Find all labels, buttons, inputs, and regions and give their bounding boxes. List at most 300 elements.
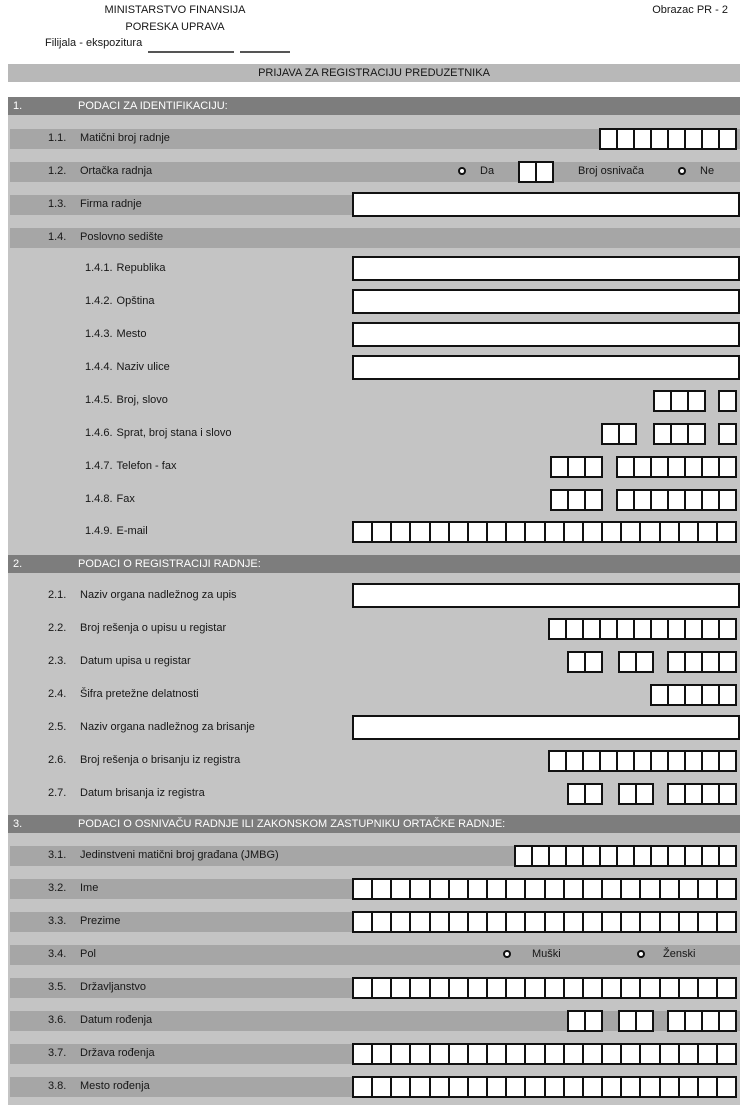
- char-box[interactable]: [552, 458, 567, 476]
- mesto-rodjenja-boxes[interactable]: [352, 1076, 737, 1098]
- char-box[interactable]: [716, 1045, 735, 1063]
- char-box[interactable]: [467, 1078, 486, 1096]
- fax-pozivni-boxes[interactable]: [550, 489, 603, 511]
- row-3-2: [0, 878, 750, 900]
- char-box[interactable]: [633, 130, 650, 148]
- char-box[interactable]: [639, 1045, 658, 1063]
- char-box[interactable]: [618, 425, 635, 443]
- char-box[interactable]: [584, 653, 601, 671]
- ortacka-radnja-da-radio[interactable]: [458, 167, 466, 175]
- drzavljanstvo-boxes[interactable]: [352, 977, 737, 999]
- char-box[interactable]: [371, 523, 390, 541]
- char-box[interactable]: [718, 620, 735, 638]
- char-box[interactable]: [486, 1078, 505, 1096]
- char-box[interactable]: [697, 979, 716, 997]
- char-box[interactable]: [678, 1078, 697, 1096]
- char-box[interactable]: [544, 880, 563, 898]
- char-box[interactable]: [448, 523, 467, 541]
- char-box[interactable]: [582, 979, 601, 997]
- char-box[interactable]: [582, 1078, 601, 1096]
- char-box[interactable]: [584, 458, 601, 476]
- char-box[interactable]: [409, 979, 428, 997]
- char-box[interactable]: [618, 458, 633, 476]
- char-box[interactable]: [409, 880, 428, 898]
- char-box[interactable]: [639, 913, 658, 931]
- char-box[interactable]: [620, 913, 639, 931]
- char-box[interactable]: [701, 686, 718, 704]
- char-box[interactable]: [544, 523, 563, 541]
- char-box[interactable]: [582, 620, 599, 638]
- char-box[interactable]: [371, 979, 390, 997]
- char-box[interactable]: [582, 847, 599, 865]
- char-box[interactable]: [550, 752, 565, 770]
- char-box[interactable]: [486, 913, 505, 931]
- row-3-1-number: 3.1.: [48, 849, 67, 861]
- char-box[interactable]: [467, 1045, 486, 1063]
- char-box[interactable]: [548, 847, 565, 865]
- char-box[interactable]: [659, 979, 678, 997]
- char-box[interactable]: [650, 847, 667, 865]
- char-box[interactable]: [697, 1078, 716, 1096]
- maticni-broj-radnje-boxes[interactable]: [599, 128, 737, 150]
- char-box[interactable]: [552, 491, 567, 509]
- char-box[interactable]: [635, 653, 652, 671]
- char-box[interactable]: [448, 1078, 467, 1096]
- char-box[interactable]: [716, 979, 735, 997]
- char-box[interactable]: [563, 913, 582, 931]
- char-box[interactable]: [616, 130, 633, 148]
- char-box[interactable]: [639, 1078, 658, 1096]
- char-box[interactable]: [565, 752, 582, 770]
- char-box[interactable]: [563, 1045, 582, 1063]
- char-box[interactable]: [620, 979, 639, 997]
- char-box[interactable]: [544, 979, 563, 997]
- char-box[interactable]: [599, 752, 616, 770]
- char-box[interactable]: [684, 847, 701, 865]
- sifra-delatnosti-boxes[interactable]: [650, 684, 737, 706]
- char-box[interactable]: [524, 913, 543, 931]
- broj-osnivaca-boxes[interactable]: [518, 161, 554, 183]
- char-box[interactable]: [505, 913, 524, 931]
- char-box[interactable]: [633, 458, 650, 476]
- char-box[interactable]: [650, 491, 667, 509]
- char-box[interactable]: [603, 425, 618, 443]
- char-box[interactable]: [429, 880, 448, 898]
- char-box[interactable]: [390, 979, 409, 997]
- char-box[interactable]: [544, 913, 563, 931]
- char-box[interactable]: [582, 1045, 601, 1063]
- char-box[interactable]: [701, 752, 718, 770]
- char-box[interactable]: [687, 425, 704, 443]
- char-box[interactable]: [650, 752, 667, 770]
- char-box[interactable]: [659, 1045, 678, 1063]
- char-box[interactable]: [354, 880, 371, 898]
- char-box[interactable]: [697, 880, 716, 898]
- char-box[interactable]: [354, 523, 371, 541]
- sprat-boxes[interactable]: [601, 423, 637, 445]
- char-box[interactable]: [567, 458, 584, 476]
- char-box[interactable]: [569, 785, 584, 803]
- prezime-boxes[interactable]: [352, 911, 737, 933]
- char-box[interactable]: [569, 653, 584, 671]
- char-box[interactable]: [601, 130, 616, 148]
- char-box[interactable]: [582, 752, 599, 770]
- char-box[interactable]: [544, 1078, 563, 1096]
- char-box[interactable]: [684, 686, 701, 704]
- char-box[interactable]: [354, 1045, 371, 1063]
- broj-resenja-brisanje-boxes[interactable]: [548, 750, 737, 772]
- row-2-7: [0, 783, 750, 805]
- row-3-4-label: Pol: [80, 948, 96, 960]
- char-box[interactable]: [569, 1012, 584, 1030]
- datum-brisanja-dan-boxes[interactable]: [567, 783, 603, 805]
- char-box[interactable]: [633, 847, 650, 865]
- organ-upisa-input[interactable]: [352, 583, 740, 608]
- naziv-ulice-input[interactable]: [352, 355, 740, 380]
- datum-brisanja-godina-boxes[interactable]: [667, 783, 737, 805]
- char-box[interactable]: [448, 1045, 467, 1063]
- char-box[interactable]: [601, 1045, 620, 1063]
- row-1-4-2-label: 1.4.2. Opština: [85, 295, 155, 307]
- char-box[interactable]: [655, 392, 670, 410]
- char-box[interactable]: [520, 163, 535, 181]
- datum-rodjenja-godina-boxes[interactable]: [667, 1010, 737, 1032]
- char-box[interactable]: [467, 880, 486, 898]
- ortacka-radnja-da-label: Da: [480, 165, 495, 177]
- char-box[interactable]: [684, 785, 701, 803]
- char-box[interactable]: [633, 752, 650, 770]
- char-box[interactable]: [467, 913, 486, 931]
- pol-zenski-radio[interactable]: [637, 950, 645, 958]
- char-box[interactable]: [635, 1012, 652, 1030]
- char-box[interactable]: [390, 523, 409, 541]
- char-box[interactable]: [684, 491, 701, 509]
- datum-brisanja-mesec-boxes[interactable]: [618, 783, 654, 805]
- char-box[interactable]: [429, 913, 448, 931]
- char-box[interactable]: [701, 458, 718, 476]
- char-box[interactable]: [718, 1012, 735, 1030]
- char-box[interactable]: [684, 458, 701, 476]
- datum-upisa-dan-boxes[interactable]: [567, 651, 603, 673]
- char-box[interactable]: [667, 491, 684, 509]
- char-box[interactable]: [601, 913, 620, 931]
- jmbg-boxes[interactable]: [514, 845, 737, 867]
- char-box[interactable]: [601, 1078, 620, 1096]
- char-box[interactable]: [669, 1012, 684, 1030]
- char-box[interactable]: [684, 1012, 701, 1030]
- char-box[interactable]: [524, 880, 543, 898]
- char-box[interactable]: [701, 1012, 718, 1030]
- char-box[interactable]: [516, 847, 531, 865]
- char-box[interactable]: [599, 620, 616, 638]
- char-box[interactable]: [563, 979, 582, 997]
- char-box[interactable]: [567, 491, 584, 509]
- char-box[interactable]: [678, 880, 697, 898]
- row-3-6: [0, 1010, 750, 1032]
- row-1-4-7-label: 1.4.7. Telefon - fax: [85, 460, 177, 472]
- char-box[interactable]: [601, 979, 620, 997]
- char-box[interactable]: [684, 752, 701, 770]
- telefon-broj-boxes[interactable]: [616, 456, 737, 478]
- char-box[interactable]: [620, 523, 639, 541]
- char-box[interactable]: [670, 425, 687, 443]
- telefon-pozivni-boxes[interactable]: [550, 456, 603, 478]
- char-box[interactable]: [486, 523, 505, 541]
- char-box[interactable]: [697, 1045, 716, 1063]
- row-1-3-label: Firma radnje: [80, 198, 142, 210]
- char-box[interactable]: [618, 491, 633, 509]
- drzava-rodjenja-boxes[interactable]: [352, 1043, 737, 1065]
- char-box[interactable]: [582, 523, 601, 541]
- char-box[interactable]: [701, 847, 718, 865]
- char-box[interactable]: [718, 130, 735, 148]
- char-box[interactable]: [718, 686, 735, 704]
- char-box[interactable]: [563, 880, 582, 898]
- char-box[interactable]: [701, 785, 718, 803]
- char-box[interactable]: [616, 752, 633, 770]
- char-box[interactable]: [531, 847, 548, 865]
- row-1-4-5: [0, 390, 750, 412]
- char-box[interactable]: [524, 979, 543, 997]
- char-box[interactable]: [701, 653, 718, 671]
- row-3-4: [0, 944, 750, 966]
- char-box[interactable]: [678, 913, 697, 931]
- char-box[interactable]: [505, 523, 524, 541]
- char-box[interactable]: [582, 880, 601, 898]
- char-box[interactable]: [429, 979, 448, 997]
- char-box[interactable]: [354, 979, 371, 997]
- char-box[interactable]: [678, 979, 697, 997]
- char-box[interactable]: [684, 620, 701, 638]
- char-box[interactable]: [544, 1045, 563, 1063]
- char-box[interactable]: [584, 1012, 601, 1030]
- char-box[interactable]: [505, 880, 524, 898]
- broj-boxes[interactable]: [653, 390, 706, 412]
- char-box[interactable]: [701, 130, 718, 148]
- opstina-input[interactable]: [352, 289, 740, 314]
- char-box[interactable]: [718, 458, 735, 476]
- datum-upisa-godina-boxes[interactable]: [667, 651, 737, 673]
- stan-slovo-box[interactable]: [718, 423, 737, 445]
- row-3-4-band: [10, 945, 740, 965]
- char-box[interactable]: [659, 1078, 678, 1096]
- char-box[interactable]: [354, 1078, 371, 1096]
- char-box[interactable]: [684, 130, 701, 148]
- char-box[interactable]: [505, 1045, 524, 1063]
- char-box[interactable]: [718, 491, 735, 509]
- datum-rodjenja-mesec-boxes[interactable]: [618, 1010, 654, 1032]
- broj-stana-boxes[interactable]: [653, 423, 706, 445]
- row-3-5: [0, 977, 750, 999]
- char-box[interactable]: [667, 752, 684, 770]
- row-3-8-number: 3.8.: [48, 1080, 67, 1092]
- char-box[interactable]: [620, 880, 639, 898]
- char-box[interactable]: [620, 1012, 635, 1030]
- char-box[interactable]: [620, 1078, 639, 1096]
- char-box[interactable]: [652, 686, 667, 704]
- char-box[interactable]: [390, 880, 409, 898]
- char-box[interactable]: [563, 1078, 582, 1096]
- ortacka-radnja-ne-radio[interactable]: [678, 167, 686, 175]
- char-box[interactable]: [659, 523, 678, 541]
- char-box[interactable]: [639, 979, 658, 997]
- mesto-input[interactable]: [352, 322, 740, 347]
- branch-office-blank-line-2[interactable]: [240, 51, 290, 53]
- char-box[interactable]: [667, 458, 684, 476]
- char-box[interactable]: [639, 880, 658, 898]
- char-box[interactable]: [670, 392, 687, 410]
- char-box[interactable]: [429, 1078, 448, 1096]
- row-1-4-3-label: 1.4.3. Mesto: [85, 328, 147, 340]
- char-box[interactable]: [669, 785, 684, 803]
- char-box[interactable]: [669, 653, 684, 671]
- char-box[interactable]: [429, 1045, 448, 1063]
- row-1-4-3: [0, 324, 750, 346]
- char-box[interactable]: [409, 1078, 428, 1096]
- char-box[interactable]: [584, 785, 601, 803]
- char-box[interactable]: [659, 880, 678, 898]
- char-box[interactable]: [429, 523, 448, 541]
- char-box[interactable]: [409, 913, 428, 931]
- char-box[interactable]: [599, 847, 616, 865]
- char-box[interactable]: [633, 491, 650, 509]
- char-box[interactable]: [650, 620, 667, 638]
- char-box[interactable]: [565, 847, 582, 865]
- row-1-4-1: [0, 258, 750, 280]
- char-box[interactable]: [620, 785, 635, 803]
- section-2-header: [8, 555, 740, 573]
- char-box[interactable]: [697, 523, 716, 541]
- char-box[interactable]: [718, 653, 735, 671]
- char-box[interactable]: [524, 1078, 543, 1096]
- char-box[interactable]: [524, 523, 543, 541]
- datum-upisa-mesec-boxes[interactable]: [618, 651, 654, 673]
- row-3-7-number: 3.7.: [48, 1047, 67, 1059]
- char-box[interactable]: [409, 1045, 428, 1063]
- row-3-3-label: Prezime: [80, 915, 121, 927]
- char-box[interactable]: [718, 785, 735, 803]
- char-box[interactable]: [667, 130, 684, 148]
- char-box[interactable]: [716, 1078, 735, 1096]
- char-box[interactable]: [650, 458, 667, 476]
- char-box[interactable]: [667, 686, 684, 704]
- row-1-4-9-label: 1.4.9. E-mail: [85, 525, 148, 537]
- char-box[interactable]: [701, 491, 718, 509]
- char-box[interactable]: [701, 620, 718, 638]
- char-box[interactable]: [486, 979, 505, 997]
- branch-office-blank-line-1[interactable]: [148, 51, 234, 53]
- char-box[interactable]: [655, 425, 670, 443]
- section-1-number: 1.: [13, 100, 23, 112]
- firma-radnje-input[interactable]: [352, 192, 740, 217]
- organ-brisanja-input[interactable]: [352, 715, 740, 740]
- char-box[interactable]: [448, 913, 467, 931]
- email-boxes[interactable]: [352, 521, 737, 543]
- ime-boxes[interactable]: [352, 878, 737, 900]
- char-box[interactable]: [563, 523, 582, 541]
- char-box[interactable]: [620, 653, 635, 671]
- char-box[interactable]: [371, 913, 390, 931]
- char-box[interactable]: [390, 1078, 409, 1096]
- char-box[interactable]: [720, 392, 735, 410]
- ortacka-radnja-ne-label: Ne: [700, 165, 715, 177]
- section-1-title: PODACI ZA IDENTIFIKACIJU:: [78, 100, 228, 112]
- char-box[interactable]: [718, 752, 735, 770]
- char-box[interactable]: [633, 620, 650, 638]
- char-box[interactable]: [716, 523, 735, 541]
- char-box[interactable]: [467, 523, 486, 541]
- fax-broj-boxes[interactable]: [616, 489, 737, 511]
- char-box[interactable]: [650, 130, 667, 148]
- republika-input[interactable]: [352, 256, 740, 281]
- char-box[interactable]: [467, 979, 486, 997]
- char-box[interactable]: [409, 523, 428, 541]
- char-box[interactable]: [620, 1045, 639, 1063]
- char-box[interactable]: [687, 392, 704, 410]
- char-box[interactable]: [684, 653, 701, 671]
- char-box[interactable]: [584, 491, 601, 509]
- row-1-4-label: Poslovno sedište: [80, 231, 164, 243]
- char-box[interactable]: [601, 880, 620, 898]
- char-box[interactable]: [390, 913, 409, 931]
- char-box[interactable]: [550, 620, 565, 638]
- char-box[interactable]: [448, 979, 467, 997]
- char-box[interactable]: [565, 620, 582, 638]
- slovo-box[interactable]: [718, 390, 737, 412]
- char-box[interactable]: [616, 620, 633, 638]
- char-box[interactable]: [486, 1045, 505, 1063]
- char-box[interactable]: [535, 163, 552, 181]
- char-box[interactable]: [697, 913, 716, 931]
- row-2-1-number: 2.1.: [48, 589, 67, 601]
- char-box[interactable]: [616, 847, 633, 865]
- char-box[interactable]: [371, 1045, 390, 1063]
- char-box[interactable]: [667, 847, 684, 865]
- row-1-4-6-label: 1.4.6. Sprat, broj stana i slovo: [85, 427, 232, 439]
- char-box[interactable]: [667, 620, 684, 638]
- row-2-1-label: Naziv organa nadležnog za upis: [80, 589, 237, 601]
- char-box[interactable]: [505, 1078, 524, 1096]
- char-box[interactable]: [582, 913, 601, 931]
- char-box[interactable]: [601, 523, 620, 541]
- char-box[interactable]: [635, 785, 652, 803]
- char-box[interactable]: [720, 425, 735, 443]
- char-box[interactable]: [505, 979, 524, 997]
- char-box[interactable]: [371, 1078, 390, 1096]
- char-box[interactable]: [639, 523, 658, 541]
- row-3-5-number: 3.5.: [48, 981, 67, 993]
- row-2-4-number: 2.4.: [48, 688, 67, 700]
- char-box[interactable]: [524, 1045, 543, 1063]
- char-box[interactable]: [371, 880, 390, 898]
- char-box[interactable]: [718, 847, 735, 865]
- pol-muski-radio[interactable]: [503, 950, 511, 958]
- row-2-4-label: Šifra pretežne delatnosti: [80, 688, 199, 700]
- char-box[interactable]: [678, 523, 697, 541]
- char-box[interactable]: [448, 880, 467, 898]
- char-box[interactable]: [659, 913, 678, 931]
- char-box[interactable]: [354, 913, 371, 931]
- section-1-header: [8, 97, 740, 115]
- char-box[interactable]: [390, 1045, 409, 1063]
- char-box[interactable]: [486, 880, 505, 898]
- char-box[interactable]: [716, 913, 735, 931]
- char-box[interactable]: [716, 880, 735, 898]
- broj-resenja-upis-boxes[interactable]: [548, 618, 737, 640]
- datum-rodjenja-dan-boxes[interactable]: [567, 1010, 603, 1032]
- row-3-7: [0, 1043, 750, 1065]
- char-box[interactable]: [678, 1045, 697, 1063]
